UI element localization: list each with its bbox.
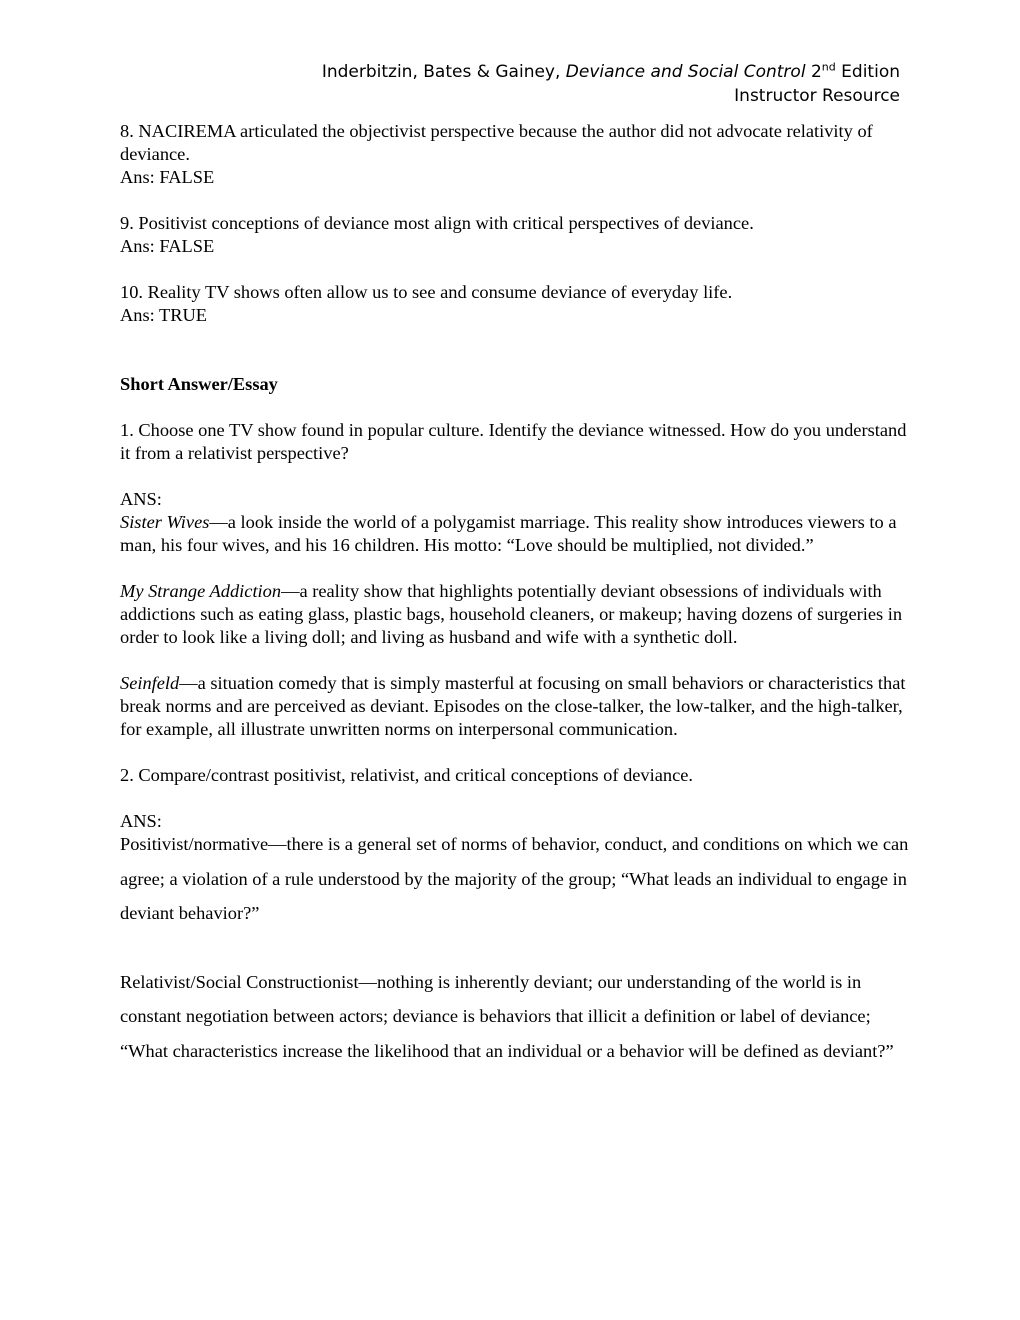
answer-item-positivist: Positivist/normative—there is a general set of norms of behavior, conduct, and conditions on which we can agree; a violation of a rule understood by the majority of the group; “What leads an individual to engage in deviant behavior?”: [120, 834, 909, 923]
section-heading: Short Answer/Essay: [120, 374, 278, 394]
header-book-title: Deviance and Social Control: [565, 62, 806, 82]
tf-question: 8. NACIREMA articulated the objectivist perspective because the author did not advocate relativity of deviance.: [120, 121, 873, 164]
running-header: [120, 60, 900, 108]
answer-block: [120, 827, 910, 1068]
tf-answer: Ans: FALSE: [120, 236, 215, 256]
tf-question: 10. Reality TV shows often allow us to see and consume deviance of everyday life.: [120, 282, 733, 302]
show-title: My Strange Addiction: [120, 581, 282, 601]
tf-question: 9. Positivist conceptions of deviance most align with critical perspectives of deviance.: [120, 213, 754, 233]
show-description: —a reality show that highlights potentially deviant obsessions of individuals with addictions such as eating glass, plastic bags, household cleaners, or makeup; having dozens of surgeries in order to look like a living doll; and living as husband and wife with a synthetic doll.: [120, 581, 903, 647]
tf-answer: Ans: TRUE: [120, 305, 208, 325]
essay-question-1: 1. Choose one TV show found in popular culture. Identify the deviance witnessed. How do you understand it from a relativist perspective?: [120, 420, 907, 463]
header-edition-word: Edition: [841, 62, 900, 82]
answer-item-my-strange-addiction: [120, 580, 910, 649]
show-description: —a look inside the world of a polygamist marriage. This reality show introduces viewers to a man, his four wives, and his 16 children. His motto: “Love should be multiplied, not divided.”: [120, 512, 897, 555]
show-description: —a situation comedy that is simply masterful at focusing on small behaviors or characteristics that break norms and are perceived as deviant. Episodes on the close-talker, the low-talker, and the high-talker, for example, all illustrate unwritten norms on interpersonal communication.: [120, 673, 906, 739]
header-edition-number: 2: [810, 62, 822, 82]
answer-label: ANS:: [120, 489, 162, 509]
show-title: Seinfeld: [120, 673, 180, 693]
header-edition-suffix: nd: [821, 60, 836, 74]
answer-label: ANS:: [120, 811, 162, 831]
document-body: [120, 120, 910, 1068]
header-authors: Inderbitzin, Bates & Gainey,: [321, 62, 561, 82]
header-line-2: Instructor Resource: [734, 86, 900, 106]
answer-item-seinfeld: [120, 672, 910, 741]
answer-item-sister-wives: [120, 511, 910, 557]
tf-item: [120, 212, 910, 258]
tf-item: [120, 281, 910, 327]
show-title: Sister Wives: [120, 512, 210, 532]
header-line-1: [120, 60, 900, 84]
tf-item: [120, 120, 910, 189]
tf-answer: Ans: FALSE: [120, 167, 215, 187]
answer-item-relativist: Relativist/Social Constructionist—nothing is inherently deviant; our understanding of the world is in constant negotiation between actors; deviance is behaviors that illicit a definition or label of deviance; “What characteristics increase the likelihood that an individual or a behavior will be defined as deviant?”: [120, 971, 894, 1061]
essay-question-2: 2. Compare/contrast positivist, relativist, and critical conceptions of deviance.: [120, 765, 694, 785]
